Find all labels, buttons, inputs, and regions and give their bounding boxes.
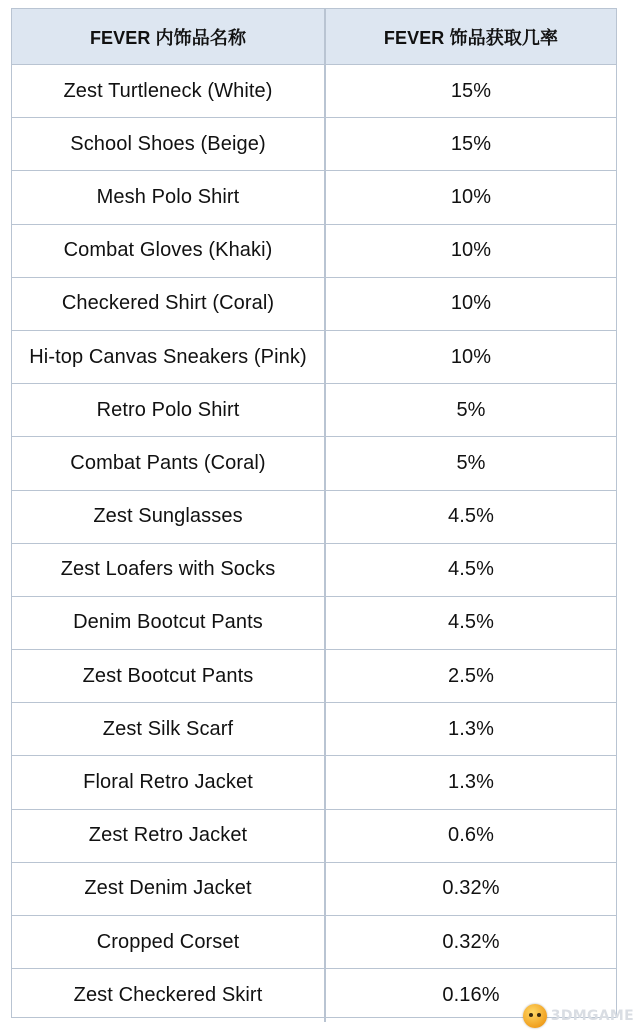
table-row [12,171,616,224]
drop-rate-cell: 15% [450,79,492,102]
item-name-cell: Cropped Corset [12,916,326,968]
table-row [12,810,616,863]
3dm-mascot-icon [523,1004,547,1028]
table-row [12,916,616,969]
drop-rate-cell: 1.3% [448,717,494,740]
item-name-cell: Zest Loafers with Socks [12,544,326,596]
drop-rate-cell: 5% [456,451,486,474]
item-name-cell: Zest Checkered Skirt [12,969,326,1022]
table-row [12,384,616,437]
table-row [12,225,616,278]
table-row [12,118,616,171]
item-name-cell: Zest Bootcut Pants [12,650,326,702]
table-row [12,703,616,756]
drop-rate-cell: 0.16% [442,984,500,1007]
item-name-cell: Floral Retro Jacket [12,756,326,808]
item-name-cell: Hi-top Canvas Sneakers (Pink) [12,331,326,383]
drop-rate-cell: 5% [456,398,486,421]
table-row [12,863,616,916]
table-row [12,331,616,384]
drop-rate-cell: 4.5% [448,505,494,528]
drop-rate-cell: 10% [450,292,492,315]
watermark [523,1004,634,1028]
item-name-cell: Combat Pants (Coral) [12,437,326,489]
table-row [12,491,616,544]
drop-rate-cell: 4.5% [448,558,494,581]
drop-rate-cell: 10% [450,185,492,208]
item-name-cell: Zest Retro Jacket [12,810,326,862]
item-name-cell: Zest Silk Scarf [12,703,326,755]
watermark-text: 3DMGAME [550,1008,634,1024]
table-row [12,65,616,118]
table-row [12,756,616,809]
item-name-cell: Zest Sunglasses [12,491,326,543]
item-name-cell: Checkered Shirt (Coral) [12,278,326,330]
table-row [12,597,616,650]
drop-rate-cell: 0.32% [442,930,500,953]
item-name-cell: Mesh Polo Shirt [12,171,326,223]
table-row [12,544,616,597]
item-name-cell: Zest Denim Jacket [12,863,326,915]
table-header-row [12,9,616,65]
drop-rate-cell: 10% [450,239,492,262]
drop-rate-cell: 0.32% [442,877,500,900]
item-name-cell: Zest Turtleneck (White) [12,65,326,117]
header-drop-rate: FEVER 饰品获取几率 [383,27,559,48]
table-row [12,437,616,490]
drop-rate-cell: 1.3% [448,771,494,794]
item-name-cell: School Shoes (Beige) [12,118,326,170]
drop-rate-cell: 15% [450,132,492,155]
drop-rate-cell: 2.5% [448,664,494,687]
drop-rate-cell: 4.5% [448,611,494,634]
item-name-cell: Combat Gloves (Khaki) [12,225,326,277]
drop-rate-table [11,8,617,1018]
header-item-name: FEVER 内饰品名称 [12,9,326,64]
table-row [12,278,616,331]
item-name-cell: Retro Polo Shirt [12,384,326,436]
item-name-cell: Denim Bootcut Pants [12,597,326,649]
table-row [12,650,616,703]
drop-rate-cell: 10% [450,345,492,368]
drop-rate-cell: 0.6% [448,824,494,847]
